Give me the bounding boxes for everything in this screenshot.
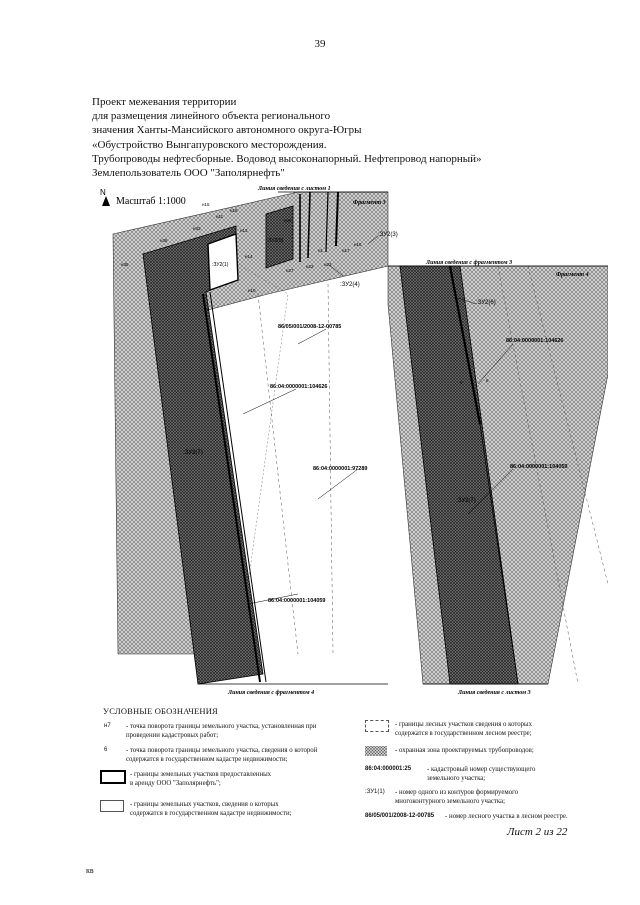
parcel-label: :ЗУ2(7) bbox=[456, 498, 476, 504]
header-line: «Обустройство Вынгапуровского месторождения. bbox=[92, 138, 327, 151]
legend-title: УСЛОВНЫЕ ОБОЗНАЧЕНИЯ bbox=[103, 706, 218, 716]
fragment-label: Фрагмент 4 bbox=[556, 272, 589, 278]
header-line: Проект межевания территории bbox=[92, 96, 237, 108]
legend-symbol: 86/05/001/2008-12-00785 bbox=[365, 813, 435, 819]
legend-text: - кадастровый номер существующего земельного участка; bbox=[427, 766, 536, 782]
legend-item-new-point bbox=[104, 722, 364, 742]
legend-item-protection-zone bbox=[365, 746, 590, 760]
cadastre-boundary-symbol bbox=[100, 800, 124, 812]
legend-text: - номер лесного участка в лесном реестре. bbox=[445, 813, 568, 820]
match-line-label: Линия сведения с листом 1 bbox=[258, 186, 331, 192]
point-label: 6 bbox=[486, 378, 489, 383]
legend-item-cadastre-boundary bbox=[100, 800, 364, 822]
match-line-label: Линия сведения с фрагментом 3 bbox=[426, 260, 513, 266]
legend-symbol: 6 bbox=[104, 747, 108, 753]
point-label: н27 bbox=[286, 268, 294, 273]
legend-symbol: н7 bbox=[104, 723, 111, 729]
header-line: значения Ханты-Мансийского автономного округа-Югры bbox=[92, 124, 362, 137]
scale-label: Масштаб 1:1000 bbox=[116, 196, 186, 207]
header-line: Землепользователь ООО "Заполярнефть" bbox=[92, 167, 285, 180]
legend-text: - границы земельных участков, сведения о которых содержатся в государственном кадастре недвижимости; bbox=[130, 801, 292, 817]
parcel-label: :ЗУ2(7) bbox=[183, 450, 203, 456]
legend-text: - границы земельных участков предоставленных в аренду ООО "Заполярнефть"; bbox=[130, 771, 272, 787]
point-label: н18 bbox=[230, 208, 238, 213]
point-label: 5 bbox=[460, 380, 463, 385]
legend-item-forest-boundary bbox=[365, 720, 590, 742]
cadastral-label: 86:04:0000001:97289 bbox=[313, 466, 368, 472]
point-label: н11 bbox=[216, 214, 224, 219]
legend-text: - охранная зона проектируемых трубопроводов; bbox=[395, 747, 534, 754]
legend-text: - точка поворота границы земельного участка, установленная при проведении кадастровых работ; bbox=[126, 723, 317, 739]
sheet-number: Лист 2 из 22 bbox=[507, 826, 568, 838]
parcel-label: :ЗУ2(6) bbox=[476, 300, 496, 306]
legend-text: - номер одного из контуров формируемого многоконтурного земельного участка; bbox=[395, 789, 519, 805]
match-line-label: Линия сведения с листом 3 bbox=[458, 690, 531, 696]
legend-text: - границы лесных участков сведения о которых содержатся в государственном лесном реестре; bbox=[395, 721, 533, 737]
point-label: н13 bbox=[240, 228, 248, 233]
legend-symbol: :ЗУ1(1) bbox=[365, 789, 385, 795]
leased-boundary-symbol bbox=[100, 770, 126, 784]
zu2-5-parcel bbox=[266, 206, 293, 268]
legend-item-existing-point bbox=[104, 746, 364, 766]
point-label: н10 bbox=[248, 288, 256, 293]
legend-text: - точка поворота границы земельного участка, сведения о которой содержатся в государственном кадастре недвижимости; bbox=[126, 747, 318, 763]
document-header bbox=[92, 95, 532, 180]
point-label: н14 bbox=[245, 254, 253, 259]
point-label: н26 bbox=[284, 218, 292, 223]
parcel-label: :ЗУ2(1) bbox=[212, 262, 229, 268]
header-line: для размещения линейного объекта регионального bbox=[92, 110, 331, 123]
right-fragment bbox=[388, 266, 608, 684]
parcel-label: :ЗУ2(3) bbox=[378, 232, 398, 238]
survey-map bbox=[88, 184, 608, 704]
north-arrow-icon bbox=[102, 196, 110, 206]
cadastral-label: 86:04:0000001:104059 bbox=[268, 598, 326, 604]
point-label: н36 bbox=[160, 238, 168, 243]
legend-item-contour-number bbox=[365, 788, 590, 808]
cadastral-label: 86:04:0000001:104626 bbox=[506, 338, 564, 344]
cadastral-label: 86:04:0000001:104059 bbox=[510, 464, 568, 470]
left-fragment bbox=[113, 192, 388, 684]
match-line-label: Линия сведения с фрагментом 4 bbox=[228, 690, 315, 696]
point-label: н9 bbox=[204, 307, 209, 312]
cadastral-label: 86:04:0000001:104626 bbox=[270, 384, 328, 390]
point-label: н16 bbox=[354, 242, 362, 247]
fragment-label: Фрагмент 3 bbox=[353, 200, 386, 206]
point-label: н21 bbox=[324, 262, 332, 267]
legend-item-leased-boundary bbox=[100, 770, 364, 792]
legend-item-forest-number bbox=[365, 812, 595, 822]
forest-boundary-symbol bbox=[365, 720, 389, 732]
header-line: Трубопроводы нефтесборные. Водовод высоконапорный. Нефтепровод напорный» bbox=[92, 152, 482, 165]
point-label: н1 bbox=[318, 248, 323, 253]
point-label: н35 bbox=[121, 262, 129, 267]
point-label: н33 bbox=[193, 226, 201, 231]
point-label: н17 bbox=[342, 248, 350, 253]
footer-code: кв bbox=[86, 866, 94, 875]
north-label: N bbox=[100, 188, 106, 197]
point-label: н22 bbox=[306, 264, 314, 269]
parcel-label: :ЗУ2(5) bbox=[267, 238, 284, 244]
page-number: 39 bbox=[314, 38, 326, 50]
protection-zone-symbol bbox=[365, 746, 387, 756]
forest-parcel-label: 86/05/001/2008-12-00785 bbox=[278, 324, 342, 330]
legend-item-cadastral-number bbox=[365, 765, 590, 785]
parcel-label: :ЗУ2(4) bbox=[340, 282, 360, 288]
legend-symbol: 86:04:000001:25 bbox=[365, 766, 412, 772]
point-label: н15 bbox=[202, 202, 210, 207]
